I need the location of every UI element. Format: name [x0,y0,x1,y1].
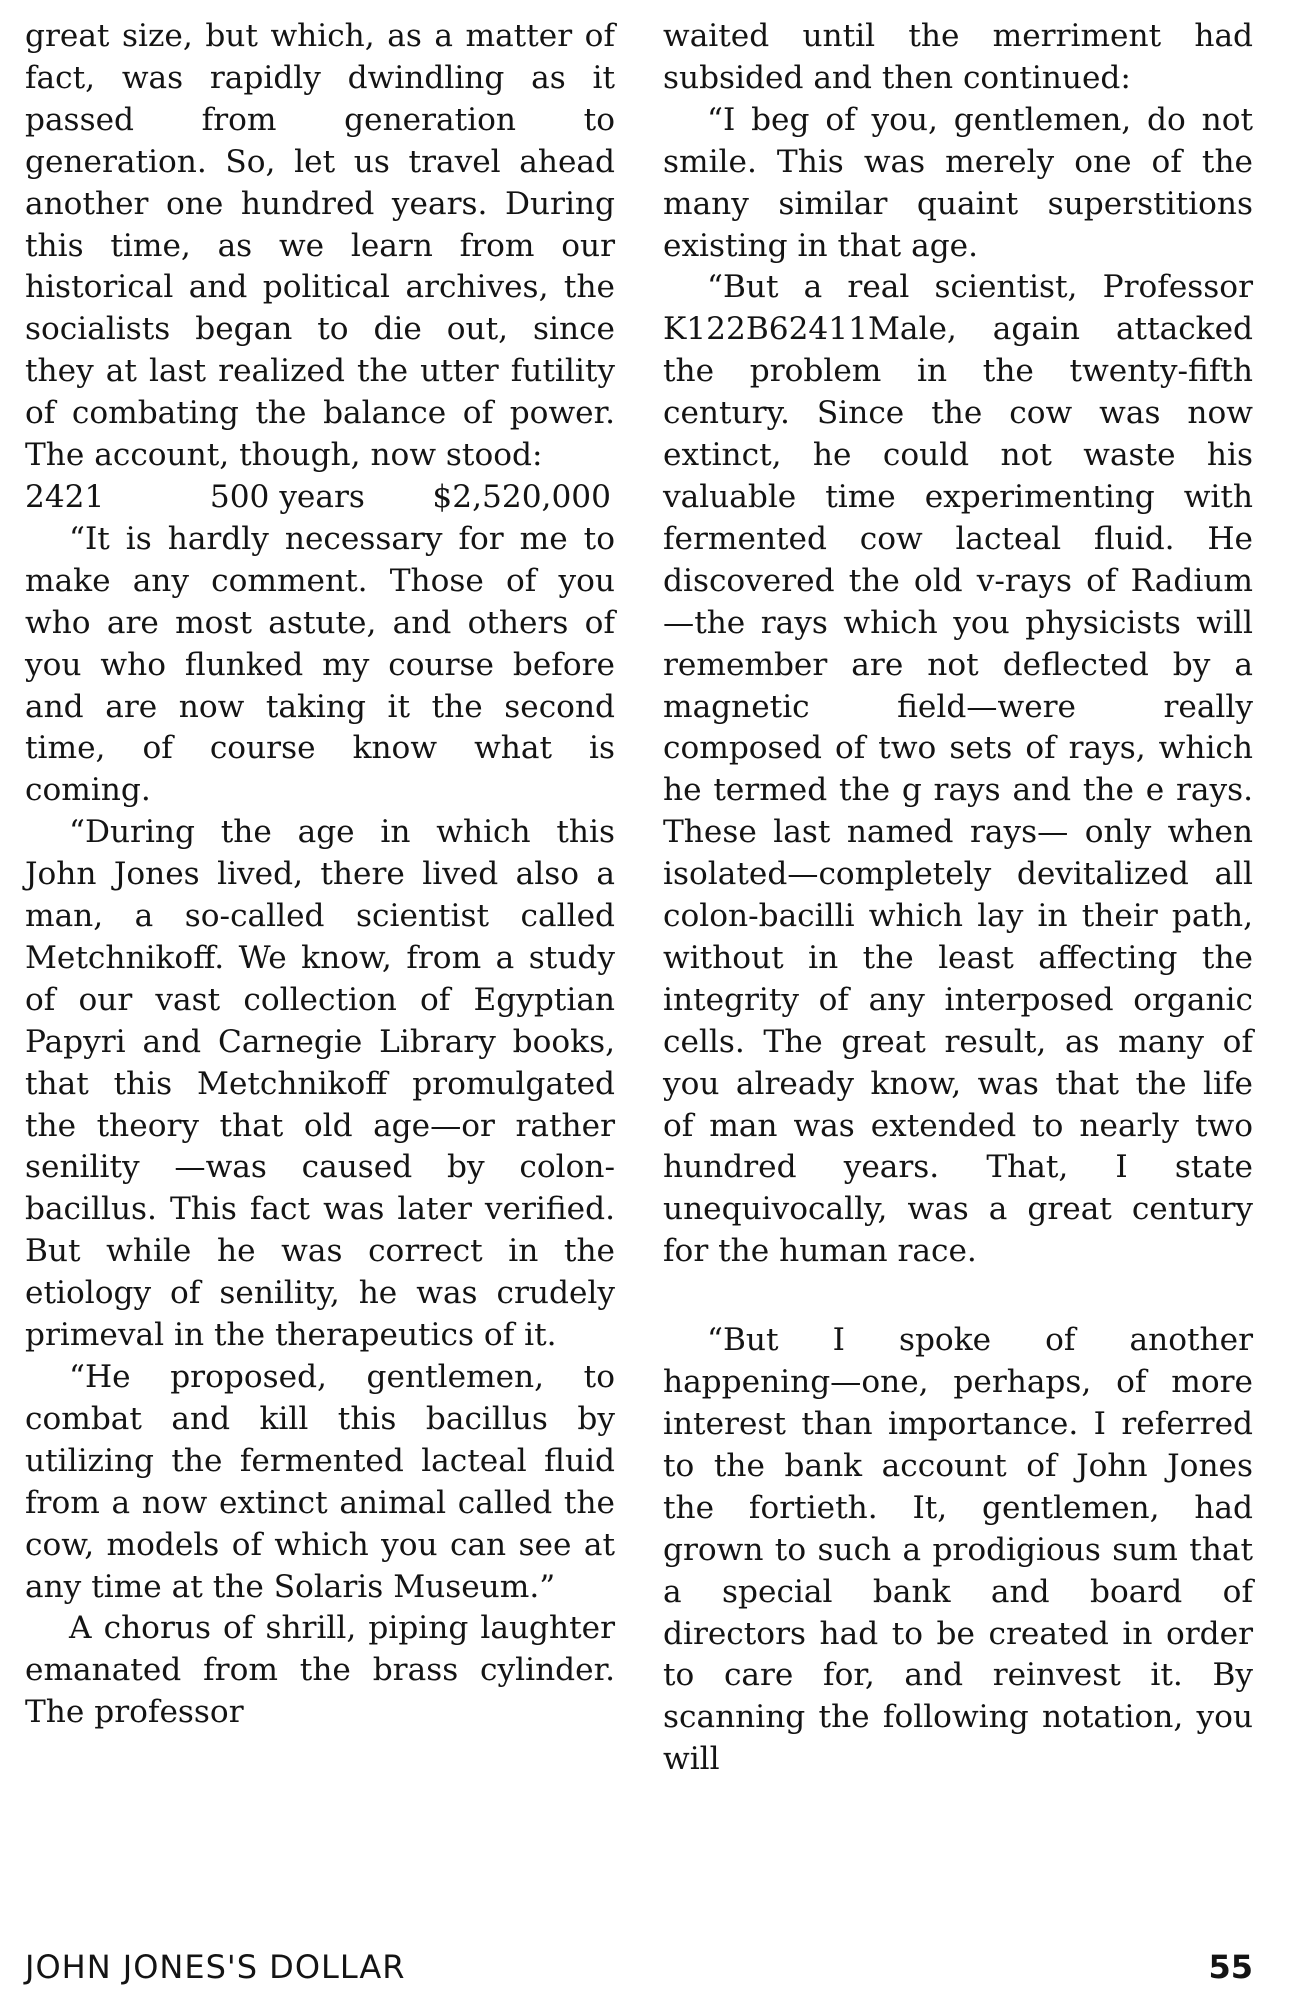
account-entry [25,477,615,519]
left-paragraph-2: “It is hardly necessary for me to make any comment. Those of you who are most astute, and others of you who flunked my course before and are now taking it the second time, of course know what is coming. [25,520,615,809]
page-number: 55 [1208,1948,1253,1986]
right-column [663,16,1253,1781]
left-paragraph-1: great size, but which, as a matter of fact, was rapidly dwindling as it passed from generation to generation. So, let us travel ahead another one hundred years. During this time, as we learn from our historical and political archives, the socialists began to die out, since they at last realized the utter futility of combating the balance of power. The account, though, now stood: [25,18,615,474]
left-column [25,16,615,1734]
right-paragraph-1: waited until the merriment had subsided and then continued: [663,18,1253,96]
right-paragraph-3: “But a real scientist, Professor K122B62411Male, again attacked the problem in the twenty-fifth century. Since the cow was now extinct, he could not waste his valuable time experimenting with fermented cow lacteal fluid. He discovered the old v-rays of Radium—the rays which you physicists will remember are not deflected by a magnetic field—were really composed of two sets of rays, which he termed the g rays and the e rays. These last named rays— only when isolated—completely devitalized all colon-bacilli which lay in their path, without in the least affecting the integrity of any interposed organic cells. The great result, as many of you already know, was that the life of man was extended to nearly two hundred years. That, I state unequivocally, was a great century for the human race. [663,269,1253,1270]
right-paragraph-2: “I beg of you, gentlemen, do not smile. This was merely one of the many similar quaint superstitions existing in that age. [663,101,1253,264]
running-title: JOHN JONES'S DOLLAR [25,1948,406,1986]
account-duration: 500 years [209,478,365,515]
account-year: 2421 [25,478,105,515]
page-footer [25,1947,1253,1987]
section-break [663,1273,1253,1320]
left-paragraph-4: “He proposed, gentlemen, to combat and kill this bacillus by utilizing the fermented lacteal fluid from a now extinct animal called the cow, models of which you can see at any time at the Solaris Museum.” [25,1359,615,1605]
account-amount: $2,520,000 [432,478,611,515]
left-paragraph-5: A chorus of shrill, piping laughter emanated from the brass cylinder. The professor [25,1610,615,1731]
right-paragraph-4: “But I spoke of another happening—one, perhaps, of more interest than importance. I referred to the bank account of John Jones the fortieth. It, gentlemen, had grown to such a prodigious sum that a special bank and board of directors had to be created in order to care for, and reinvest it. By scanning the following notation, you will [663,1322,1253,1778]
left-paragraph-3: “During the age in which this John Jones lived, there lived also a man, a so-called scientist called Metchnikoff. We know, from a study of our vast collection of Egyptian Papyri and Carnegie Library books, that this Metchnikoff promulgated the theory that old age—or rather senility —was caused by colon-bacillus. This fact was later verified. But while he was correct in the etiology of senility, he was crudely primeval in the therapeutics of it. [25,814,615,1354]
